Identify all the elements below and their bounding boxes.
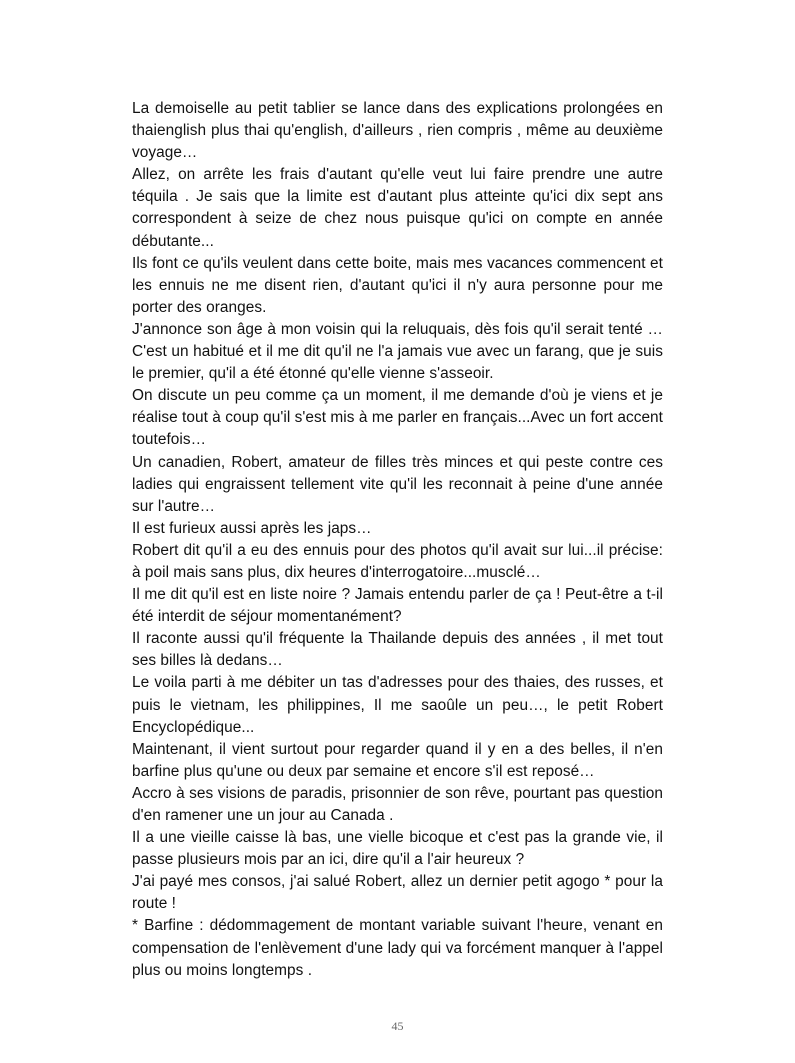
body-text: [132, 98, 663, 982]
paragraph: Il me dit qu'il est en liste noire ? Jamais entendu parler de ça ! Peut-être a t-il été interdit de séjour momentanément?: [132, 586, 663, 626]
paragraph: J'ai payé mes consos, j'ai salué Robert, allez un dernier petit agogo * pour la route !: [132, 873, 663, 913]
paragraph: Accro à ses visions de paradis, prisonnier de son rêve, pourtant pas question d'en ramener une un jour au Canada .: [132, 784, 663, 824]
paragraph: Robert dit qu'il a eu des ennuis pour des photos qu'il avait sur lui...il précise: à poil mais sans plus, dix heures d'interrogatoire...musclé…: [132, 541, 663, 581]
paragraph: On discute un peu comme ça un moment, il me demande d'où je viens et je réalise tout à coup qu'il s'est mis à me parler en français...Avec un fort accent toutefois…: [132, 387, 663, 449]
page-number: 45: [391, 1019, 404, 1033]
paragraph: Il a une vieille caisse là bas, une vielle bicoque et c'est pas la grande vie, il passe plusieurs mois par an ici, dire qu'il a l'air heureux ?: [132, 829, 663, 869]
paragraph: Maintenant, il vient surtout pour regarder quand il y en a des belles, il n'en barfine plus qu'une ou deux par semaine et encore s'il est reposé…: [132, 740, 663, 780]
paragraph: Il est furieux aussi après les japs…: [132, 519, 372, 537]
footnote: * Barfine : dédommagement de montant variable suivant l'heure, venant en compensation de l'enlèvement d'une lady qui va forcément manquer à l'appel plus ou moins longtemps .: [132, 917, 663, 979]
paragraph: Allez, on arrête les frais d'autant qu'elle veut lui faire prendre une autre téquila . Je sais que la limite est d'autant plus atteinte qu'ici dix sept ans correspondent à seize de chez nous puisque qu'ici on compte en année débutante...: [132, 166, 663, 250]
paragraph: Le voila parti à me débiter un tas d'adresses pour des thaies, des russes, et puis le vietnam, les philippines, Il me saoûle un peu…, le petit Robert Encyclopédique...: [132, 674, 663, 736]
paragraph: J'annonce son âge à mon voisin qui la reluquais, dès fois qu'il serait tenté … C'est un habitué et il me dit qu'il ne l'a jamais vue avec un farang, que je suis le premier, qu'il a été étonné qu'elle vienne s'asseoir.: [132, 320, 663, 383]
paragraph: La demoiselle au petit tablier se lance dans des explications prolongées en thaienglish plus thai qu'english, d'ailleurs , rien compris , même au deuxième voyage…: [132, 100, 663, 162]
paragraph: Ils font ce qu'ils veulent dans cette boite, mais mes vacances commencent et les ennuis ne me disent rien, d'autant qu'ici il n'y aura personne pour me porter des oranges.: [132, 254, 663, 316]
paragraph: Un canadien, Robert, amateur de filles très minces et qui peste contre ces ladies qui engraissent tellement vite qu'il les reconnait à peine d'une année sur l'autre…: [132, 453, 663, 515]
paragraph: Il raconte aussi qu'il fréquente la Thailande depuis des années , il met tout ses billes là dedans…: [132, 630, 663, 670]
